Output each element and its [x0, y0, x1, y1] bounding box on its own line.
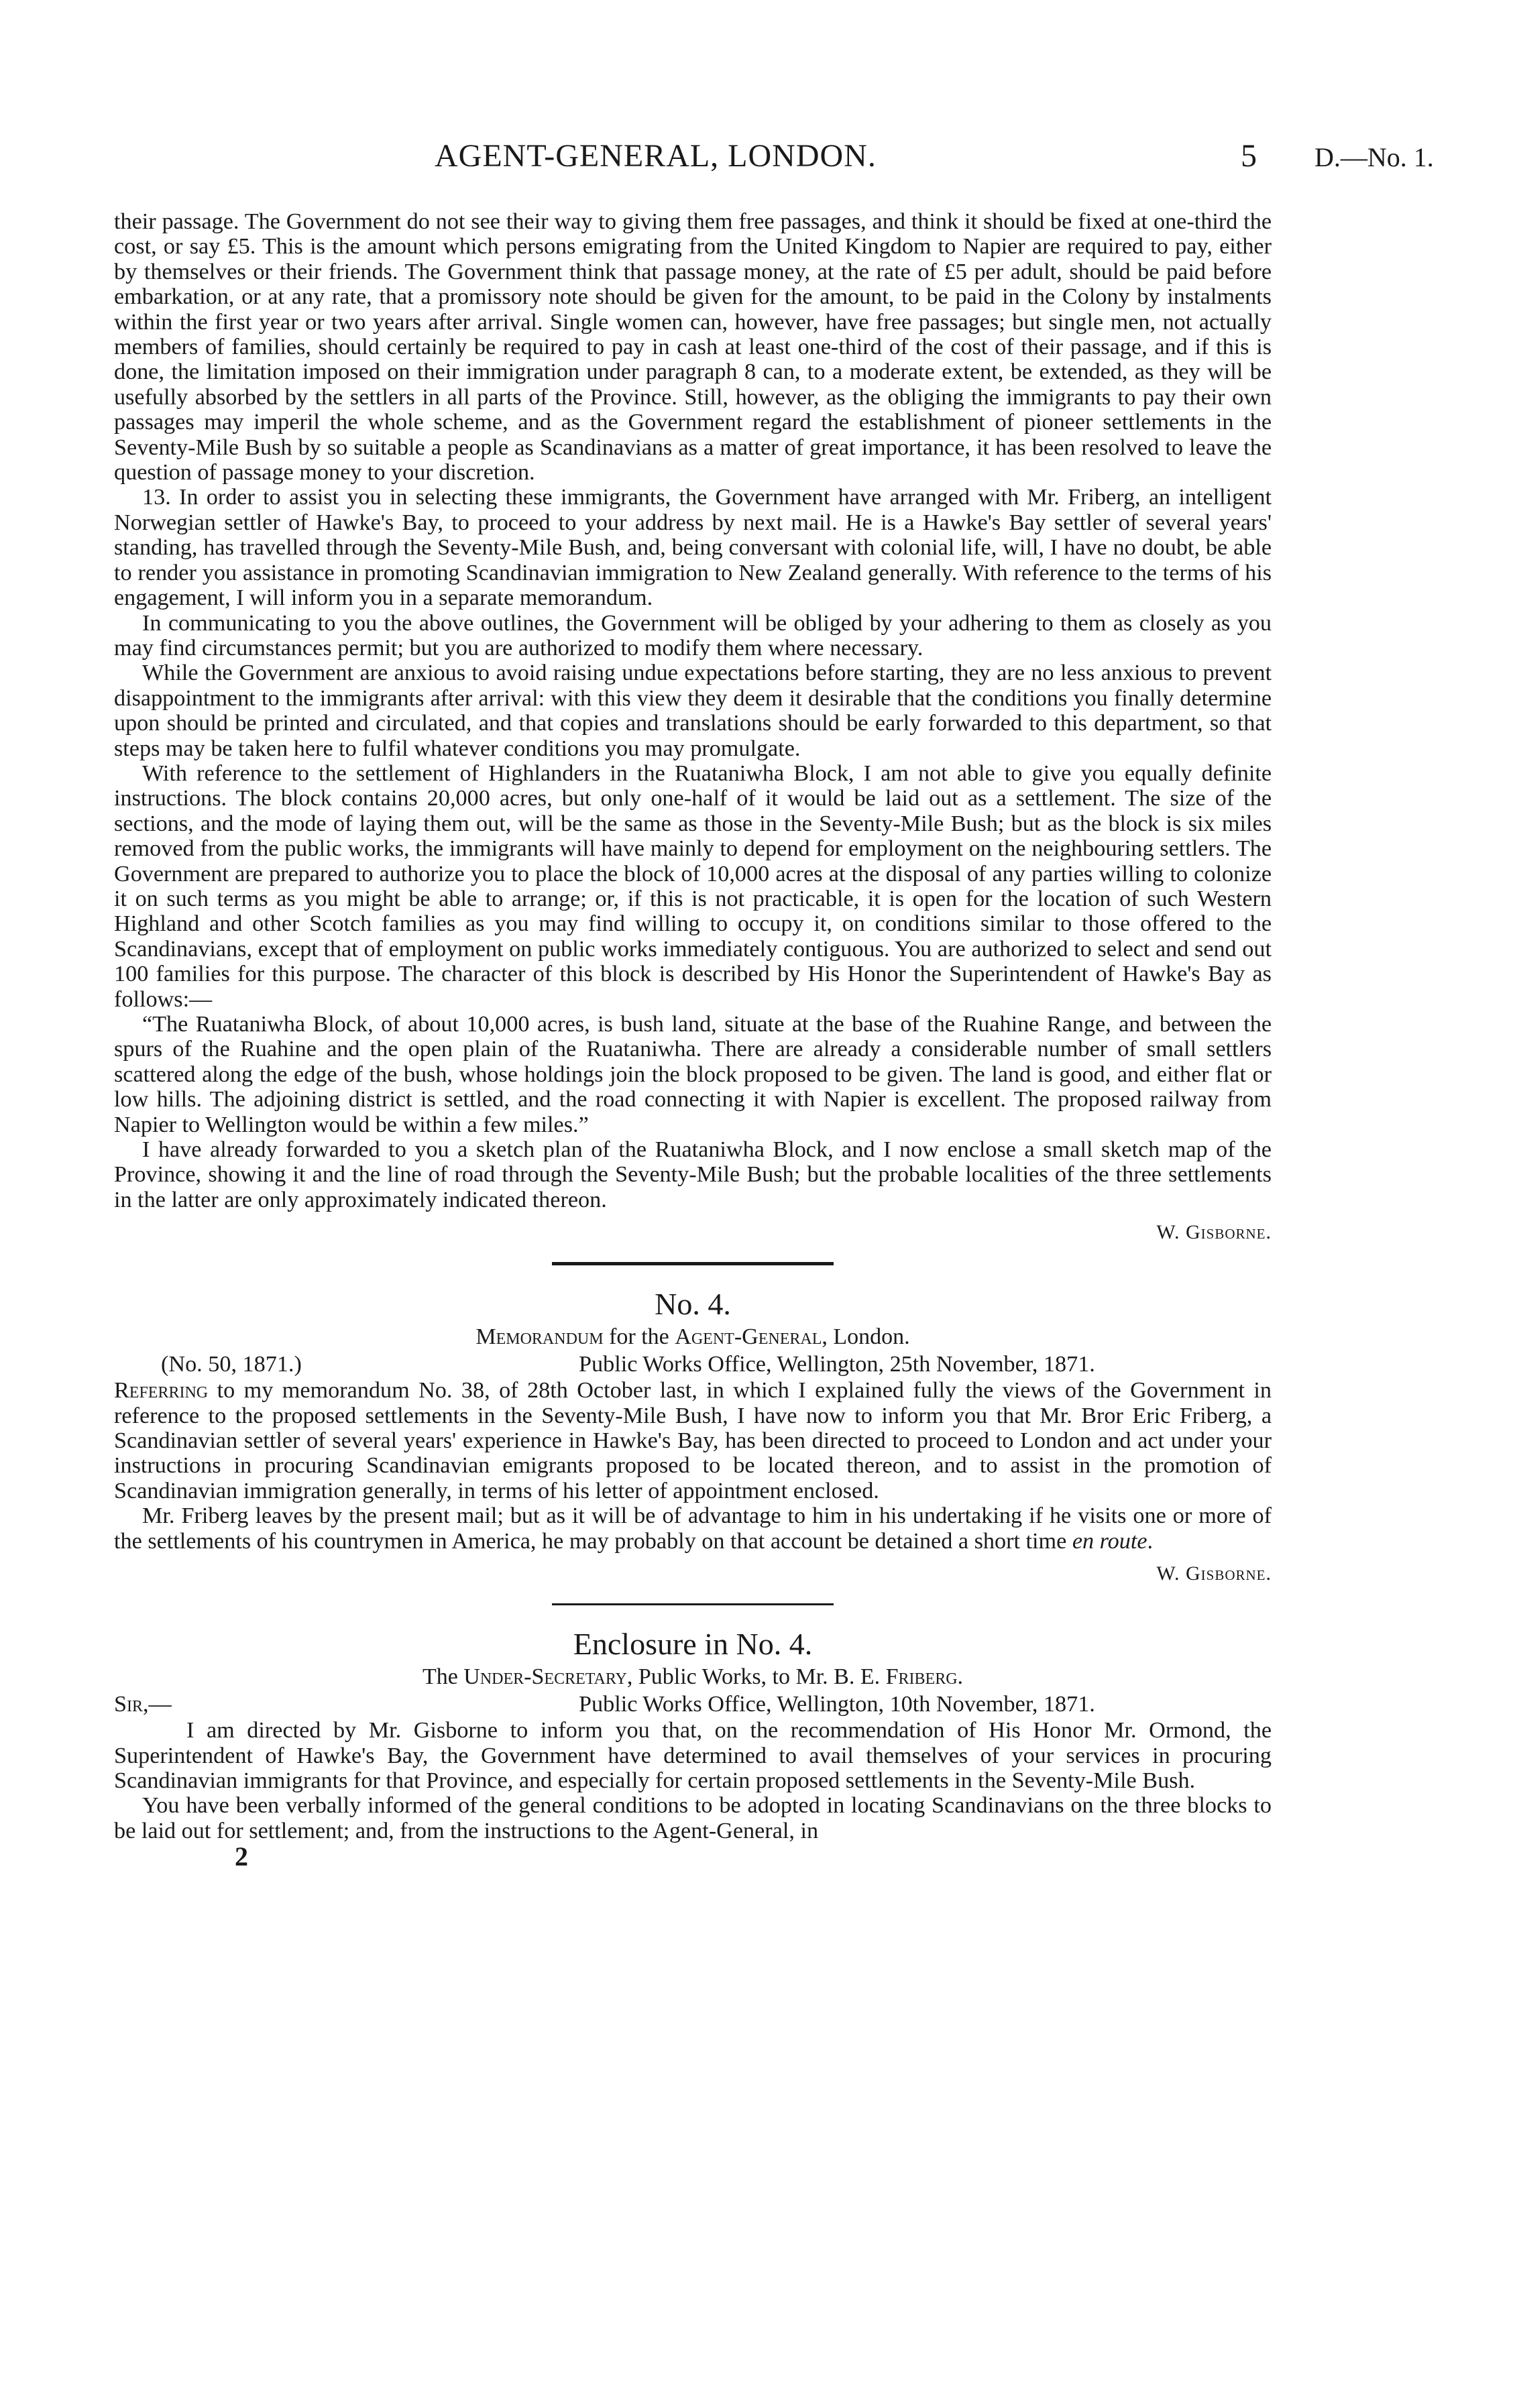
section-divider: [552, 1262, 834, 1265]
section-reference: D.—No. 1.: [1314, 142, 1434, 172]
memo-paragraph-2: Mr. Friberg leaves by the present mail; but as it will be of advantage to him in his undertaking if he visits one or more of the settlements of his countrymen in America, he may probably on that account be detained a short time en route.: [114, 1503, 1272, 1554]
running-header: [114, 137, 1446, 184]
enclosure-subheading: The Under-Secretary, Public Works, to Mr. B. E. Friberg.: [422, 1664, 964, 1690]
paragraph-sketch-plan: I have already forwarded to you a sketch plan of the Ruataniwha Block, and I now enclose a small sketch map of the Province, showing it and the line of road through the Seventy-Mile Bush; but the probable localities of the three settlements in the latter are only approximately indicated thereon.: [114, 1137, 1272, 1212]
paragraph-quotation: “The Ruataniwha Block, of about 10,000 acres, is bush land, situate at the base of the Ruahine Range, and between the spurs of the Ruahine and the open plain of the Ruataniwha. There are already a considerable number of small settlers scattered along the edge of the bush, whose holdings join the block proposed to be given. The land is good, and either flat or low hills. The adjoining district is settled, and the road connecting it with Napier is excellent. The proposed railway from Napier to Wellington would be within a few miles.”: [114, 1012, 1272, 1137]
memo-number: (No. 50, 1871.): [161, 1352, 302, 1377]
letter-paragraph-2: You have been verbally informed of the general conditions to be adopted in locating Scandinavians on the three blocks to be laid out for settlement; and, from the instructions to the Agent-General, in: [114, 1793, 1272, 1843]
memorandum-subheading: Memorandum for the Agent-General, London.: [475, 1324, 910, 1350]
paragraph-passage: their passage. The Government do not see their way to giving them free passages, and think it should be fixed at one-third the cost, or say £5. This is the amount which persons emigrating from the United Kingdom to Napier are required to pay, either by themselves or their friends. The Government think that passage money, at the rate of £5 per adult, should be paid before embarkation, or at any rate, that a promissory note should be given for the amount, to be paid in the Colony by instalments within the first year or two years after arrival. Single women can, however, have free passages; but single men, not actually members of families, should certainly be required to pay in cash at least one-third of the cost of their passage, and if this is done, the limitation imposed on their immigration under paragraph 8 can, to a moderate extent, be extended, as they will be usefully absorbed by the settlers in all parts of the Province. Still, however, as the obliging the immigrants to pay their own passages may imperil the whole scheme, and as the Government regard the establishment of pioneer settlements in the Seventy-Mile Bush by so suitable a people as Scandinavians as a matter of great importance, it has been resolved to leave the question of passage money to your discretion.: [114, 209, 1272, 485]
salutation: Sir,—: [114, 1692, 172, 1717]
letter-place-date: Public Works Office, Wellington, 10th November, 1871.: [579, 1692, 1095, 1717]
memo-paragraph-1: Referring to my memorandum No. 38, of 28th October last, in which I explained fully the views of the Government in reference to the proposed settlements in the Seventy-Mile Bush, I have now to inform you that Mr. Bror Eric Friberg, a Scandinavian settler of several years' experience in Hawke's Bay, has been directed to proceed to London and act under your instructions in procuring Scandinavian emigrants proposed to be located thereon, and to assist in the promotion of Scandinavian immigration generally, in terms of his letter of appointment enclosed.: [114, 1378, 1272, 1503]
page-number: 5: [1241, 138, 1257, 174]
memo-place-date: Public Works Office, Wellington, 25th November, 1871.: [579, 1352, 1095, 1377]
signature-gisborne-2: W. Gisborne.: [1156, 1562, 1272, 1585]
signature-gisborne-1: W. Gisborne.: [1156, 1221, 1272, 1244]
section-divider-2: [552, 1603, 834, 1605]
paragraph-13: 13. In order to assist you in selecting these immigrants, the Government have arranged with Mr. Friberg, an intelligent Norwegian settler of Hawke's Bay, to proceed to your address by next mail. He is a Hawke's Bay settler of several years' standing, has travelled through the Seventy-Mile Bush, and, being conversant with colonial life, will, I have no doubt, be able to render you assistance in promoting Scandinavian immigration to New Zealand generally. With reference to the terms of his engagement, I will inform you in a separate memorandum.: [114, 485, 1272, 611]
paragraph-highlanders: With reference to the settlement of Highlanders in the Ruataniwha Block, I am not able to give you equally definite instructions. The block contains 20,000 acres, but only one-half of it would be laid out as a settlement. The size of the sections, and the mode of laying them out, will be the same as those in the Seventy-Mile Bush; but as the block is six miles removed from the public works, the immigrants will have mainly to depend for employment on the neighbouring settlers. The Government are prepared to authorize you to place the block of 10,000 acres at the disposal of any parties willing to colonize it on such terms as you might be able to arrange; or, if this is not practicable, it is open for the location of such Western Highland and other Scotch families as you may find willing to occupy it, on conditions similar to those offered to the Scandinavians, except that of employment on public works immediately contiguous. You are authorized to select and send out 100 families for this purpose. The character of this block is described by His Honor the Superintendent of Hawke's Bay as follows:—: [114, 760, 1272, 1012]
heading-enclosure: Enclosure in No. 4.: [573, 1627, 813, 1662]
letter-paragraph-1: I am directed by Mr. Gisborne to inform you that, on the recommendation of His Honor Mr. Ormond, the Superintendent of Hawke's Bay, the Government have determined to avail themselves of your services in procuring Scandinavian immigrants for that Province, and especially for certain proposed settlements in the Seventy-Mile Bush.: [114, 1718, 1272, 1793]
signature-mark-row: [114, 1843, 1272, 1870]
paragraph-expectations: While the Government are anxious to avoid raising undue expectations before starting, they are no less anxious to prevent disappointment to the immigrants after arrival: with this view they deem it desirable that the conditions you finally determine upon should be printed and circulated, and that copies and translations should be early forwarded to this department, so that steps may be taken here to fulfil whatever conditions you may promulgate.: [114, 661, 1272, 761]
paragraph-outlines: In communicating to you the above outlines, the Government will be obliged by your adhering to them as closely as you may find circumstances permit; but you are authorized to modify them where necessary.: [114, 610, 1272, 661]
letter-heading-line: [114, 1691, 1272, 1718]
memo-reference-line: [114, 1351, 1272, 1378]
heading-no-4: No. 4.: [655, 1287, 731, 1322]
document-body: [114, 209, 1272, 1870]
header-title: AGENT-GENERAL, LONDON.: [435, 138, 877, 174]
printer-signature-mark: 2: [235, 1841, 248, 1872]
